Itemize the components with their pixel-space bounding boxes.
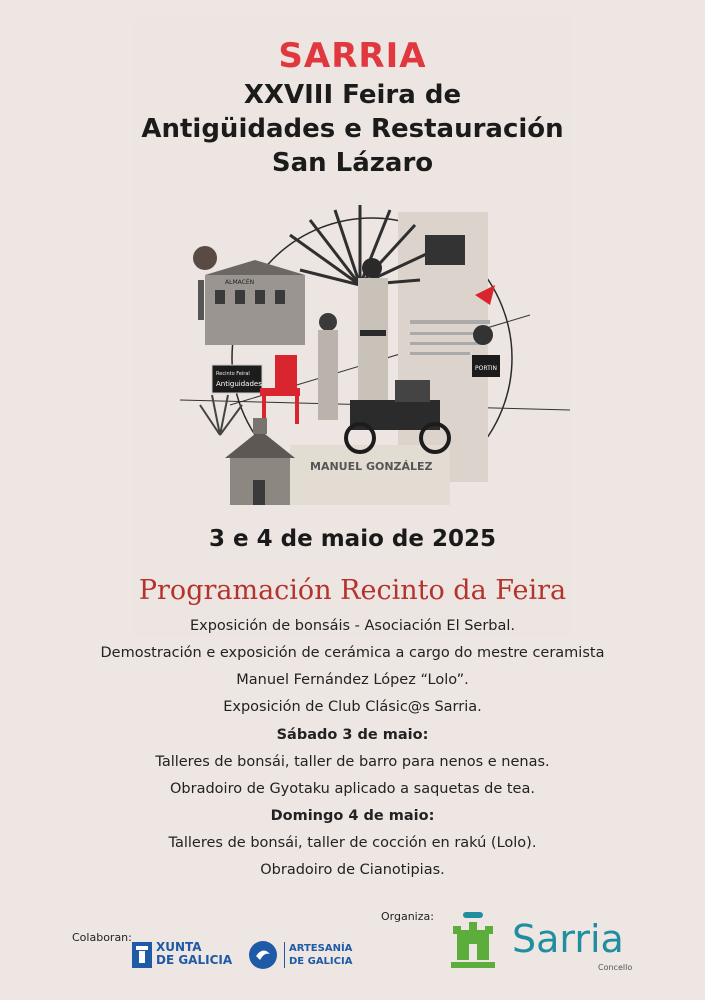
event-title-line-3: San Lázaro (271, 148, 434, 178)
sarria-crest-icon (445, 912, 501, 972)
xunta-icon (132, 942, 152, 968)
svg-text:Recinto Feiral: Recinto Feiral (216, 371, 250, 377)
portrait-face (473, 325, 493, 345)
programme-line: Demostración e exposición de cerámica a cargo do mestre ceramista (100, 645, 605, 661)
programme-title: Programación Recinto da Feira (138, 575, 567, 606)
typewriter (425, 235, 465, 265)
programme-line: Manuel Fernández López “Lolo”. (236, 672, 469, 688)
ball (193, 246, 217, 270)
event-title-line-2: Antigüidades e Restauración (141, 114, 564, 144)
document-scrap (290, 445, 450, 505)
collage-illustration (150, 190, 570, 525)
event-title-line-1: XXVIII Feira de (243, 80, 462, 110)
sunday-heading: Domingo 4 de maio: (270, 808, 435, 824)
concello-label: Concello (598, 963, 633, 972)
svg-text:PORTIN: PORTIN (475, 365, 497, 372)
sunday-line: Obradoiro de Cianotipias. (260, 862, 445, 878)
antiques-sign (212, 365, 262, 393)
event-date: 3 e 4 de maio de 2025 (209, 526, 496, 552)
artesania-logo-text: ARTESANÍA DE GALICIA (284, 942, 352, 968)
sarria-logo-text: Sarria (512, 917, 624, 961)
collaborate-label: Colaboran: (72, 931, 132, 944)
artesania-icon (248, 940, 278, 970)
organize-label: Organiza: (381, 910, 434, 923)
saturday-line: Obradoiro de Gyotaku aplicado a saquetas de tea. (170, 781, 535, 797)
programme-line: Exposición de Club Clásic@s Sarria. (223, 699, 482, 715)
chapel (225, 418, 295, 505)
sunday-line: Talleres de bonsái, taller de cocción en rakú (Lolo). (168, 835, 537, 851)
red-chair (260, 355, 300, 424)
building-sign: ALMACÉN (225, 279, 255, 286)
xunta-logo-text: XUNTA DE GALICIA (156, 940, 233, 967)
paper-text: MANUEL GONZÁLEZ (310, 460, 433, 473)
old-building (198, 260, 305, 345)
programme-line: Exposición de bonsáis - Asociación El Serbal. (189, 618, 516, 634)
town-title: SARRIA (278, 36, 427, 76)
svg-text:Antiguidades: Antiguidades (216, 380, 262, 388)
saturday-heading: Sábado 3 de maio: (276, 727, 429, 743)
saturday-line: Talleres de bonsái, taller de barro para nenos e nenas. (155, 754, 550, 770)
